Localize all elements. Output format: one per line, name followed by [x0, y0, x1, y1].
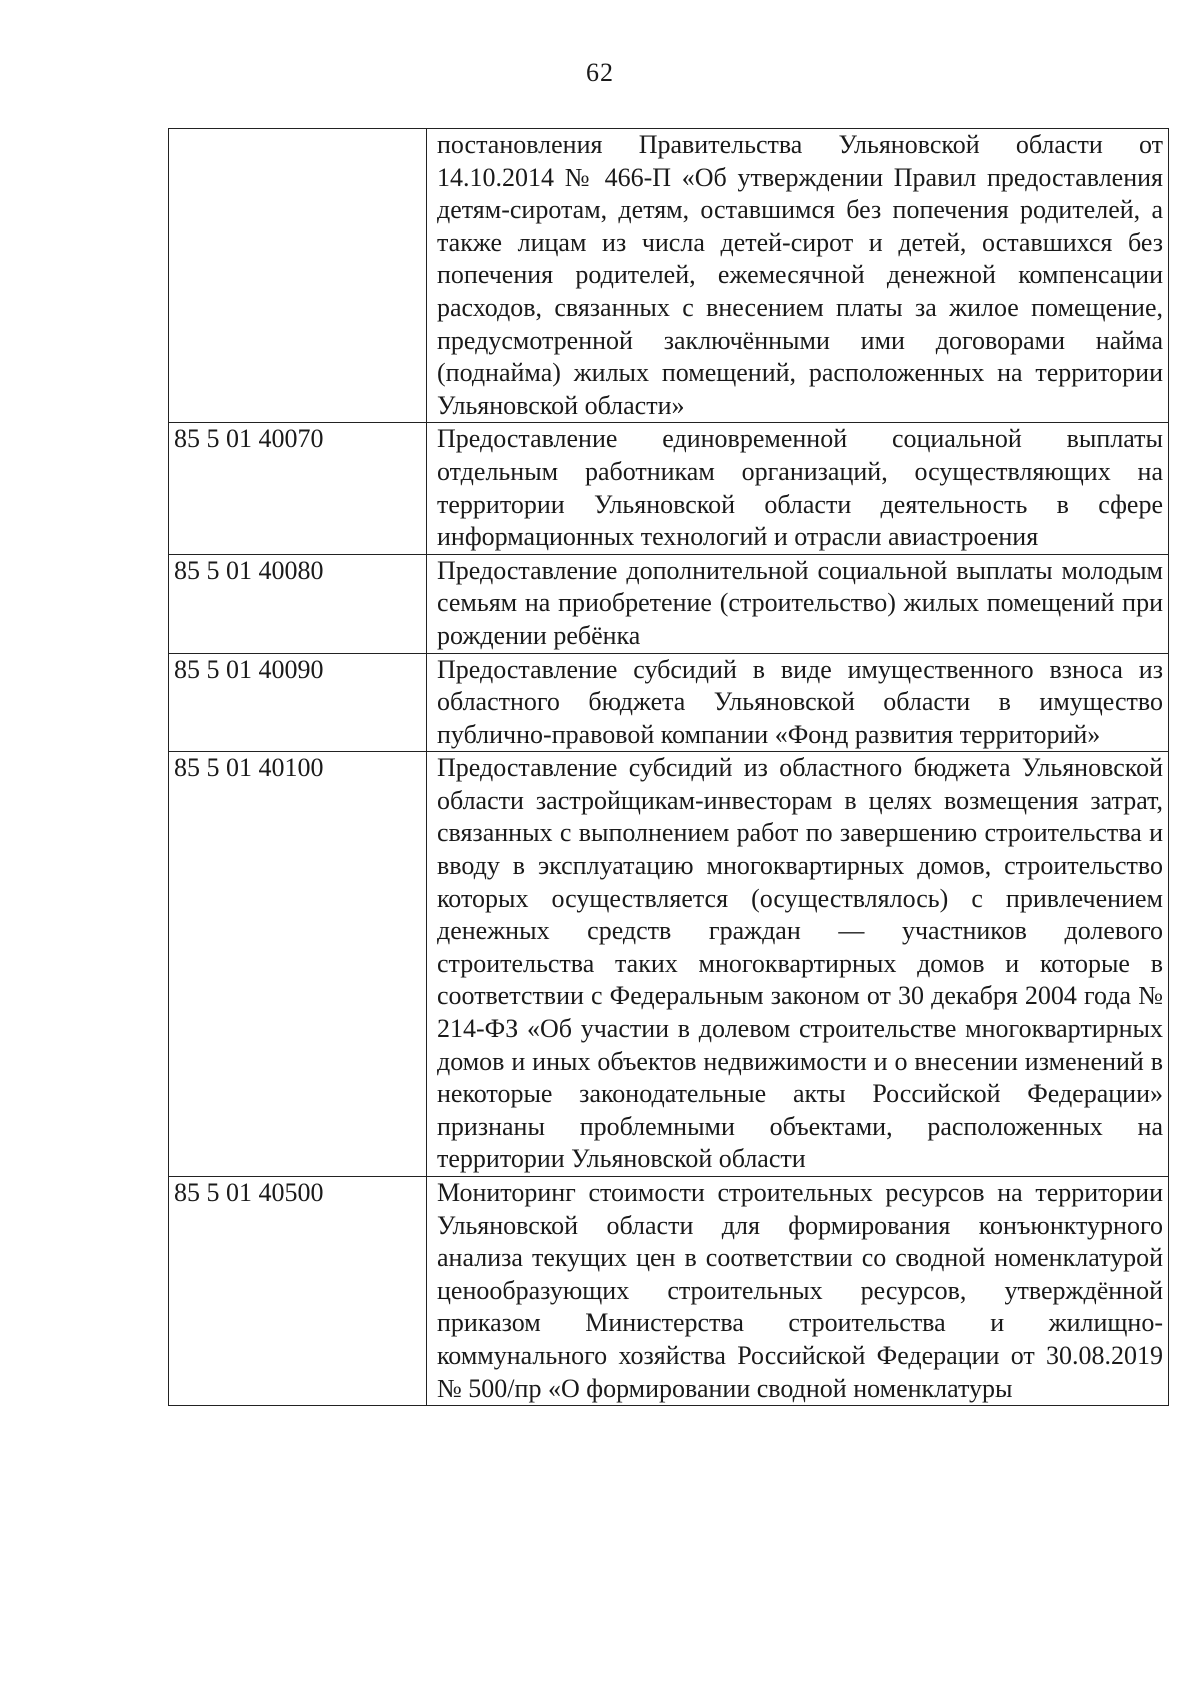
row-description: Мониторинг стоимости строительных ресурсов на территории Ульяновской области для формирования конъюнктурного анализа текущих цен в соответствии со сводной номенклатурой ценообразующих строительных ресурсов, утверждённой приказом Министерства строительства и жилищно-коммунального хозяйства Российской Федерации от 30.08.2019 № 500/пр «О формировании сводной номенклатуры: [427, 1177, 1169, 1406]
row-description: Предоставление субсидий из областного бюджета Ульяновской области застройщикам-инвесторам в целях возмещения затрат, связанных с выполнением работ по завершению строительства и вводу в эксплуатацию многоквартирных домов, строительство которых осуществляется (осуществлялось) с привлечением денежных средств граждан — участников долевого строительства таких многоквартирных домов и которые в соответствии с Федеральным законом от 30 декабря 2004 года № 214-ФЗ «Об участии в долевом строительстве многоквартирных домов и иных объектов недвижимости и о внесении изменений в некоторые законодательные акты Российской Федерации» признаны проблемными объектами, расположенных на территории Ульяновской области: [427, 752, 1169, 1177]
row-code: 85 5 01 40080: [169, 554, 427, 653]
row-code: 85 5 01 40070: [169, 423, 427, 554]
budget-classification-table: [168, 128, 1169, 1406]
table-row: [169, 129, 1169, 423]
row-code: 85 5 01 40500: [169, 1177, 427, 1406]
row-description: постановления Правительства Ульяновской области от 14.10.2014 № 466-П «Об утверждении Правил предоставления детям-сиротам, детям, оставшимся без попечения родителей, а также лицам из числа детей-сирот и детей, оставшихся без попечения родителей, ежемесячной денежной компенсации расходов, связанных с внесением платы за жилое помещение, предусмотренной заключёнными ими договорами найма (поднайма) жилых помещений, расположенных на территории Ульяновской области»: [427, 129, 1169, 423]
row-code: 85 5 01 40100: [169, 752, 427, 1177]
table-row: [169, 653, 1169, 752]
table-row: [169, 554, 1169, 653]
row-description: Предоставление единовременной социальной выплаты отдельным работникам организаций, осуществляющих на территории Ульяновской области деятельность в сфере информационных технологий и отрасли авиастроения: [427, 423, 1169, 554]
row-code: 85 5 01 40090: [169, 653, 427, 752]
row-code: [169, 129, 427, 423]
table-row: [169, 1177, 1169, 1406]
page-number: 62: [586, 58, 614, 87]
table-row: [169, 423, 1169, 554]
table-row: [169, 752, 1169, 1177]
row-description: Предоставление дополнительной социальной выплаты молодым семьям на приобретение (строительство) жилых помещений при рождении ребёнка: [427, 554, 1169, 653]
row-description: Предоставление субсидий в виде имущественного взноса из областного бюджета Ульяновской области в имущество публично-правовой компании «Фонд развития территорий»: [427, 653, 1169, 752]
